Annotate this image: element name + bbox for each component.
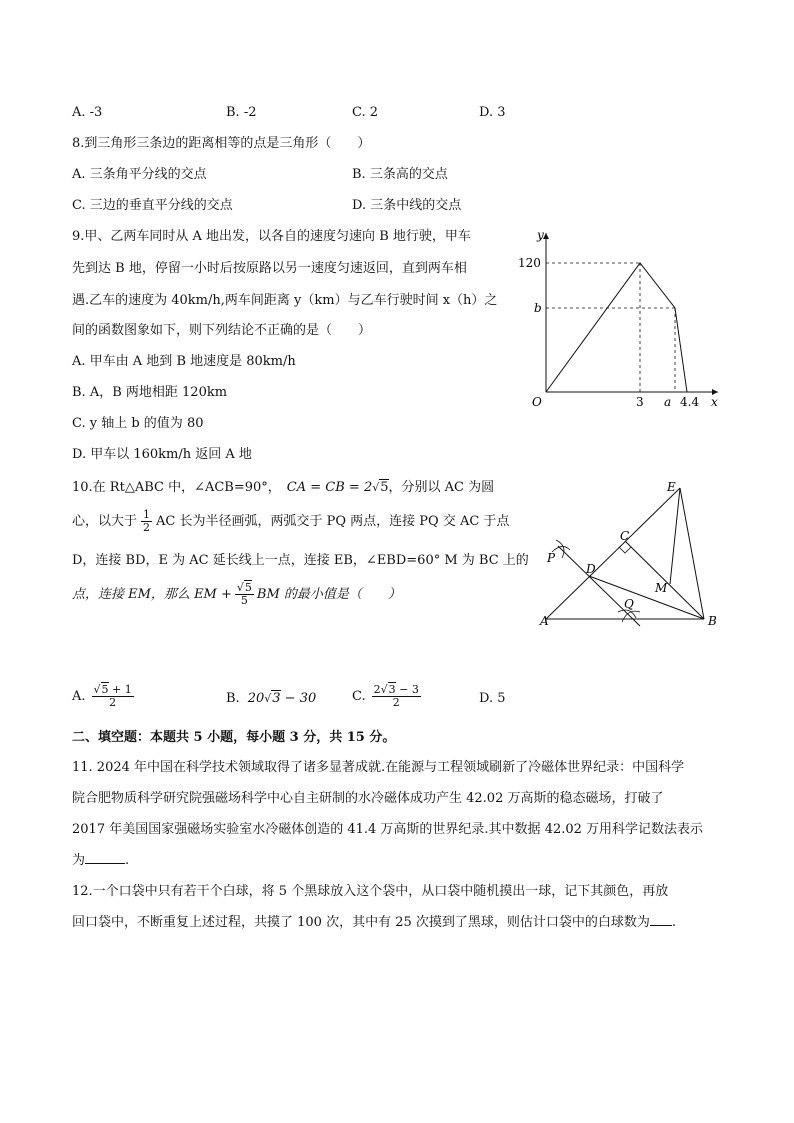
q10-option-c: C. $\frac{2√3 - 3}{2}$ (352, 683, 419, 710)
q11-answer-blank[interactable] (85, 863, 125, 864)
y-tick-b: b (534, 301, 542, 315)
section-fill-in-title: 二、填空题：本题共 5 小题，每小题 3 分，共 15 分。 (72, 730, 396, 745)
label-e: E (667, 480, 676, 494)
right-angle-mark (619, 547, 631, 553)
label-q: Q (624, 597, 634, 611)
q9-option-b: B. A，B 两地相距 120km (72, 385, 228, 400)
x-tick-3: 3 (636, 395, 644, 409)
q9-option-c: C. y 轴上 b 的值为 80 (72, 416, 204, 431)
q10-option-a: A. $\frac{√5 + 1}{2}$ (72, 683, 132, 710)
segment-bd (589, 576, 704, 619)
q11-line4: 为 . (72, 853, 130, 868)
q10-geometry-figure (536, 476, 726, 636)
q10-line1-b: CA = CB = 2 (286, 480, 373, 495)
label-a: A (540, 614, 549, 628)
q10-line2-a: 心，以大于 (72, 514, 138, 530)
q10-option-d: D. 5 (479, 691, 506, 706)
q10-stem-line4 (72, 582, 401, 607)
q8-option-d: D. 三条中线的交点 (352, 198, 462, 213)
q12-line1: 12.一个口袋中只有若干个白球，将 5 个黑球放入这个袋中，从口袋中随机摸出一球，记下其颜色，再放 (72, 884, 669, 899)
label-p: P (547, 551, 556, 565)
q10-option-b: B. 20√3 − 30 (226, 691, 317, 706)
q11-line1: 11. 2024 年中国在科学技术领域取得了诸多显著成就.在能源与工程领域刷新了冷磁体世界纪录：中国科学 (72, 760, 685, 775)
x-tick-a: a (664, 395, 672, 409)
q10-line1-a: 10.在 Rt△ABC 中，∠ACB=90°， (72, 480, 281, 495)
q9-stem-line2: 先到达 B 地，停留一小时后按原路以另一速度匀速返回，直到两车相 (72, 261, 467, 276)
q12-line2: 回口袋中，不断重复上述过程，共摸了 100 次，其中有 25 次摸到了黑球，则估计口袋中的白球数为 . (72, 915, 677, 930)
graph-line (546, 263, 687, 392)
label-m: M (655, 581, 668, 595)
q10-stem-line2 (72, 509, 509, 534)
q7-option-b: B. -2 (226, 105, 257, 120)
label-c: C (620, 529, 630, 543)
q12-answer-blank[interactable] (650, 925, 672, 926)
q9-stem-line1: 9.甲、乙两车同时从 A 地出发，以各自的速度匀速向 B 地行驶，甲车 (72, 229, 471, 244)
q10-line1-c: 5 (380, 480, 389, 495)
q11-line2: 院合肥物质科学研究院强磁场科学中心自主研制的水冷磁体成功产生 42.02 万高斯的稳态磁场，打破了 (72, 791, 664, 806)
q8-option-a: A. 三条角平分线的交点 (72, 167, 207, 182)
x-axis-label: x (711, 395, 718, 409)
q9-option-d: D. 甲车以 160km/h 返回 A 地 (72, 447, 252, 462)
x-tick-4-4: 4.4 (680, 395, 700, 409)
q9-stem-line4: 间的函数图象如下，则下列结论不正确的是（ ） (72, 323, 372, 338)
q10-fraction-root5: $\frac{√5}{5}$ (236, 581, 252, 608)
q10-fraction-half: $\frac{1}{2}$ (143, 508, 151, 535)
q9-stem-line3: 遇.乙车的速度为 40km/h,两车间距离 y（km）与乙车行驶时间 x（h）之 (72, 293, 498, 308)
q7-option-d: D. 3 (479, 105, 506, 120)
sqrt-symbol: √ (372, 481, 380, 494)
segment-em (670, 488, 680, 584)
label-b: B (708, 614, 717, 628)
q10-line4-a: 点，连接 EM，那么 EM + (72, 587, 232, 603)
q7-option-c: C. 2 (352, 105, 379, 120)
q11-line3: 2017 年美国国家强磁场实验室水冷磁体创造的 41.4 万高斯的世界纪录.其中数据 42.02 万用科学记数法表示 (72, 822, 704, 837)
y-tick-120: 120 (518, 256, 541, 270)
q10-line4-b: BM 的最小值是（ ） (256, 587, 401, 603)
q10-line1-d: ，分别以 AC 为圆 (388, 480, 495, 495)
origin-label: O (532, 395, 542, 409)
q10-line2-b: AC 长为半径画弧，两弧交于 PQ 两点，连接 PQ 交 AC 于点 (156, 514, 510, 530)
q10-stem-line3: D，连接 BD，E 为 AC 延长线上一点，连接 EB，∠EBD=60° M 为 BC 上的 (72, 553, 529, 568)
q10-stem-line1 (72, 481, 494, 494)
q8-option-b: B. 三条高的交点 (352, 167, 448, 182)
y-axis-label: y (537, 228, 544, 242)
q9-function-graph (510, 225, 730, 415)
label-d: D (586, 562, 596, 576)
q9-option-a: A. 甲车由 A 地到 B 地速度是 80km/h (72, 354, 296, 369)
q8-stem: 8.到三角形三条边的距离相等的点是三角形（ ） (72, 136, 371, 151)
q8-option-c: C. 三边的垂直平分线的交点 (72, 198, 233, 213)
q7-option-a: A. -3 (72, 105, 103, 120)
arc-p-2 (556, 540, 564, 558)
